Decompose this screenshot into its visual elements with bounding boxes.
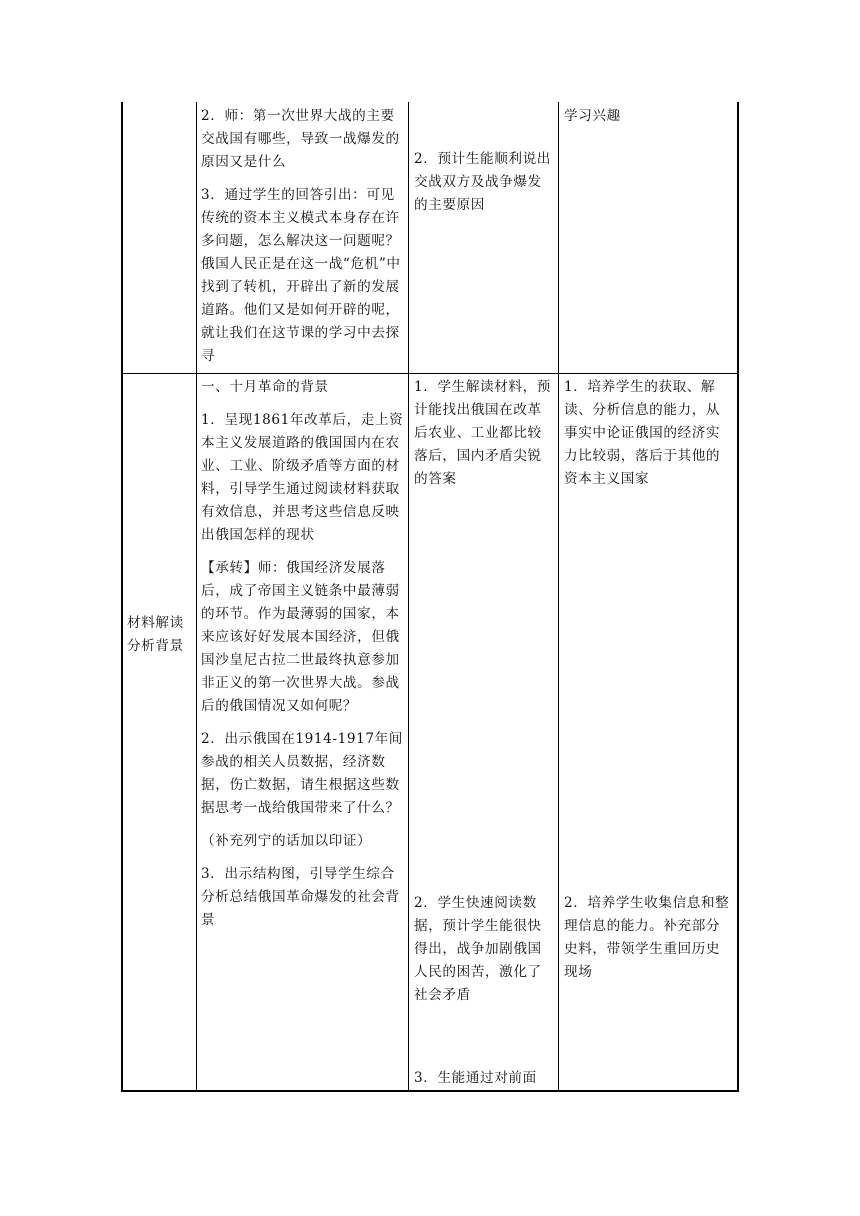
row2-intent-step-2-cell [564,892,734,984]
section-heading: 一、十月革命的背景 [201,379,329,395]
student-step-3: 3．生能通过对前面 [414,1070,537,1086]
row1-student-cell [414,148,554,217]
intent-step-1: 1．培养学生的获取、解读、分析信息的能力，从事实中论证俄国的经济实力比较弱，落后于其他的资本主义国家 [564,379,721,487]
teacher-step-3: 3．出示结构图，引导学生综合分析总结俄国革命爆发的社会背景 [201,866,400,928]
row1-intent-cell [564,105,734,128]
row-divider [122,373,738,374]
table-divider-3 [558,102,559,1092]
student-step-2: 2．学生快速阅读数据，预计学生能很快得出，战争加剧俄国人民的困苦，激化了社会矛盾 [414,895,542,1003]
table-border-left [121,102,123,1092]
row2-teacher-cell [201,376,404,932]
row1-student-step-2: 2．预计生能顺利说出交战双方及战争爆发的主要原因 [414,151,551,213]
row2-intent-step-1-cell [564,376,734,491]
row2-student-step-2-cell [414,892,554,1007]
table-divider-1 [196,102,197,1092]
table-divider-2 [408,102,409,1092]
table-border-right [737,102,739,1092]
section-label: 材料解读分析背景 [127,615,184,654]
row1-intent-text: 学习兴趣 [564,108,621,124]
row2-student-step-3-cell [414,1067,554,1090]
teacher-transition: 【承转】师：俄国经济发展落后，成了帝国主义链条中最薄弱的环节。作为最薄弱的国家，本来应该好好发展本国经济，但俄国沙皇尼古拉二世最终执意参加非正义的第一次世界大战。参战后的俄国情况又如何呢？ [201,560,400,714]
teacher-step-2: 2．出示俄国在1914-1917年间参战的相关人员数据，经济数据，伤亡数据，请生根据这些数据思考一战给俄国带来了什么？ [201,731,403,816]
intent-step-2: 2．培养学生收集信息和整理信息的能力。补充部分史料，带领学生重回历史现场 [564,895,730,980]
row2-section-label-cell [127,612,187,658]
row1-teacher-step-3: 3．通过学生的回答引出：可见传统的资本主义模式本身存在许多问题，怎么解决这一问题呢？俄国人民正是在这一战“危机”中找到了转机，开辟出了新的发展道路。他们又是如何开辟的呢，就让我们在这节课的学习中去探寻 [201,187,401,364]
student-step-1: 1．学生解读材料，预计能找出俄国在改革后农业、工业都比较落后，国内矛盾尖锐的答案 [414,379,551,487]
row1-teacher-cell [201,105,404,368]
row2-student-step-1-cell [414,376,554,491]
teacher-note: （补充列宁的话加以印证） [201,833,372,849]
row1-teacher-step-2: 2．师：第一次世界大战的主要交战国有哪些，导致一战爆发的原因又是什么 [201,108,400,170]
teacher-step-1: 1．呈现1861年改革后，走上资本主义发展道路的俄国国内在农业、工业、阶级矛盾等方面的材料，引导学生通过阅读材料获取有效信息，并思考这些信息反映出俄国怎样的现状 [201,412,404,543]
table-border-bottom [122,1090,738,1092]
